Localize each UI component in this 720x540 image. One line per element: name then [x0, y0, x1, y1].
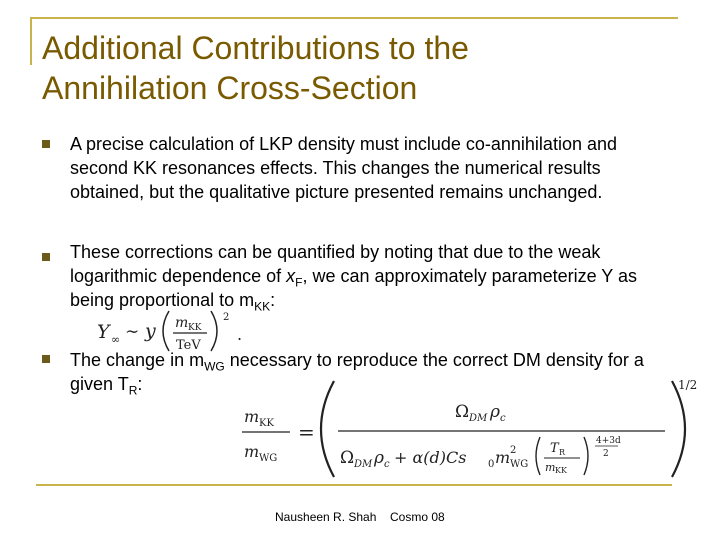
svg-text:KK: KK: [259, 418, 274, 429]
bullet-text-2: These corrections can be quantified by noting that due to the weak logarithmic dependence of $x_F$, we can approximately parameterize Y as being proportional to $m_{KK}$:: [70, 242, 637, 314]
bullet-marker-1: [42, 140, 50, 148]
svg-text:Ω: Ω: [340, 448, 355, 468]
svg-text:m: m: [244, 442, 260, 461]
svg-text:WG: WG: [259, 453, 278, 464]
bullet-marker-3: [42, 355, 50, 363]
svg-text:m: m: [545, 461, 556, 474]
bullet-text-3: The change in $m_{WG}$ necessary to reproduce the correct DM density for a given $T_R$:: [70, 350, 644, 398]
svg-text:R: R: [559, 448, 566, 457]
title-line-1: Additional Contributions to the: [42, 30, 469, 66]
svg-text:KK: KK: [188, 323, 202, 333]
svg-text:0: 0: [488, 459, 495, 470]
svg-text:=: =: [298, 420, 315, 444]
svg-text:DM: DM: [354, 459, 373, 470]
svg-text:2: 2: [510, 445, 517, 456]
svg-text:T: T: [550, 441, 559, 456]
svg-text:TeV: TeV: [176, 338, 201, 353]
svg-text:y: y: [145, 320, 156, 342]
svg-text:m: m: [495, 448, 511, 467]
svg-text:c: c: [384, 459, 390, 470]
frame-top-rule: [30, 17, 678, 19]
frame-left-rule: [30, 17, 32, 65]
slide-title: [42, 28, 682, 108]
frame-bottom-rule: [36, 484, 672, 486]
svg-text:KK: KK: [555, 466, 567, 475]
svg-text:ρ: ρ: [374, 448, 384, 468]
svg-text:m: m: [244, 407, 260, 426]
svg-text:m: m: [175, 315, 189, 331]
svg-text:2: 2: [223, 312, 230, 323]
svg-text:∞: ∞: [111, 333, 121, 346]
title-line-2: Annihilation Cross-Section: [42, 70, 418, 106]
svg-text:WG: WG: [510, 459, 529, 470]
svg-text:Y: Y: [97, 321, 110, 343]
svg-text:.: .: [237, 325, 243, 344]
bullet-text-1: A precise calculation of LKP density must include co-annihilation and second KK resonances effects. This changes the numerical results obtained, but the qualitative picture presented remains unchanged.: [70, 134, 617, 202]
svg-text:∼: ∼: [125, 322, 140, 342]
svg-text:Ω: Ω: [455, 402, 470, 422]
bullet-marker-2: [42, 253, 50, 261]
svg-text:1/2: 1/2: [678, 378, 698, 392]
equation-mass-ratio: [240, 373, 705, 479]
svg-text:DM: DM: [469, 413, 488, 424]
footer-event: Cosmo 08: [390, 510, 445, 524]
svg-text:4+3d: 4+3d: [596, 436, 621, 446]
footer-author: Nausheen R. Shah: [275, 510, 377, 524]
svg-text:+ α(d)Cs: + α(d)Cs: [394, 448, 467, 467]
svg-text:c: c: [500, 413, 506, 424]
svg-text:ρ: ρ: [490, 402, 500, 422]
svg-text:2: 2: [603, 449, 609, 459]
